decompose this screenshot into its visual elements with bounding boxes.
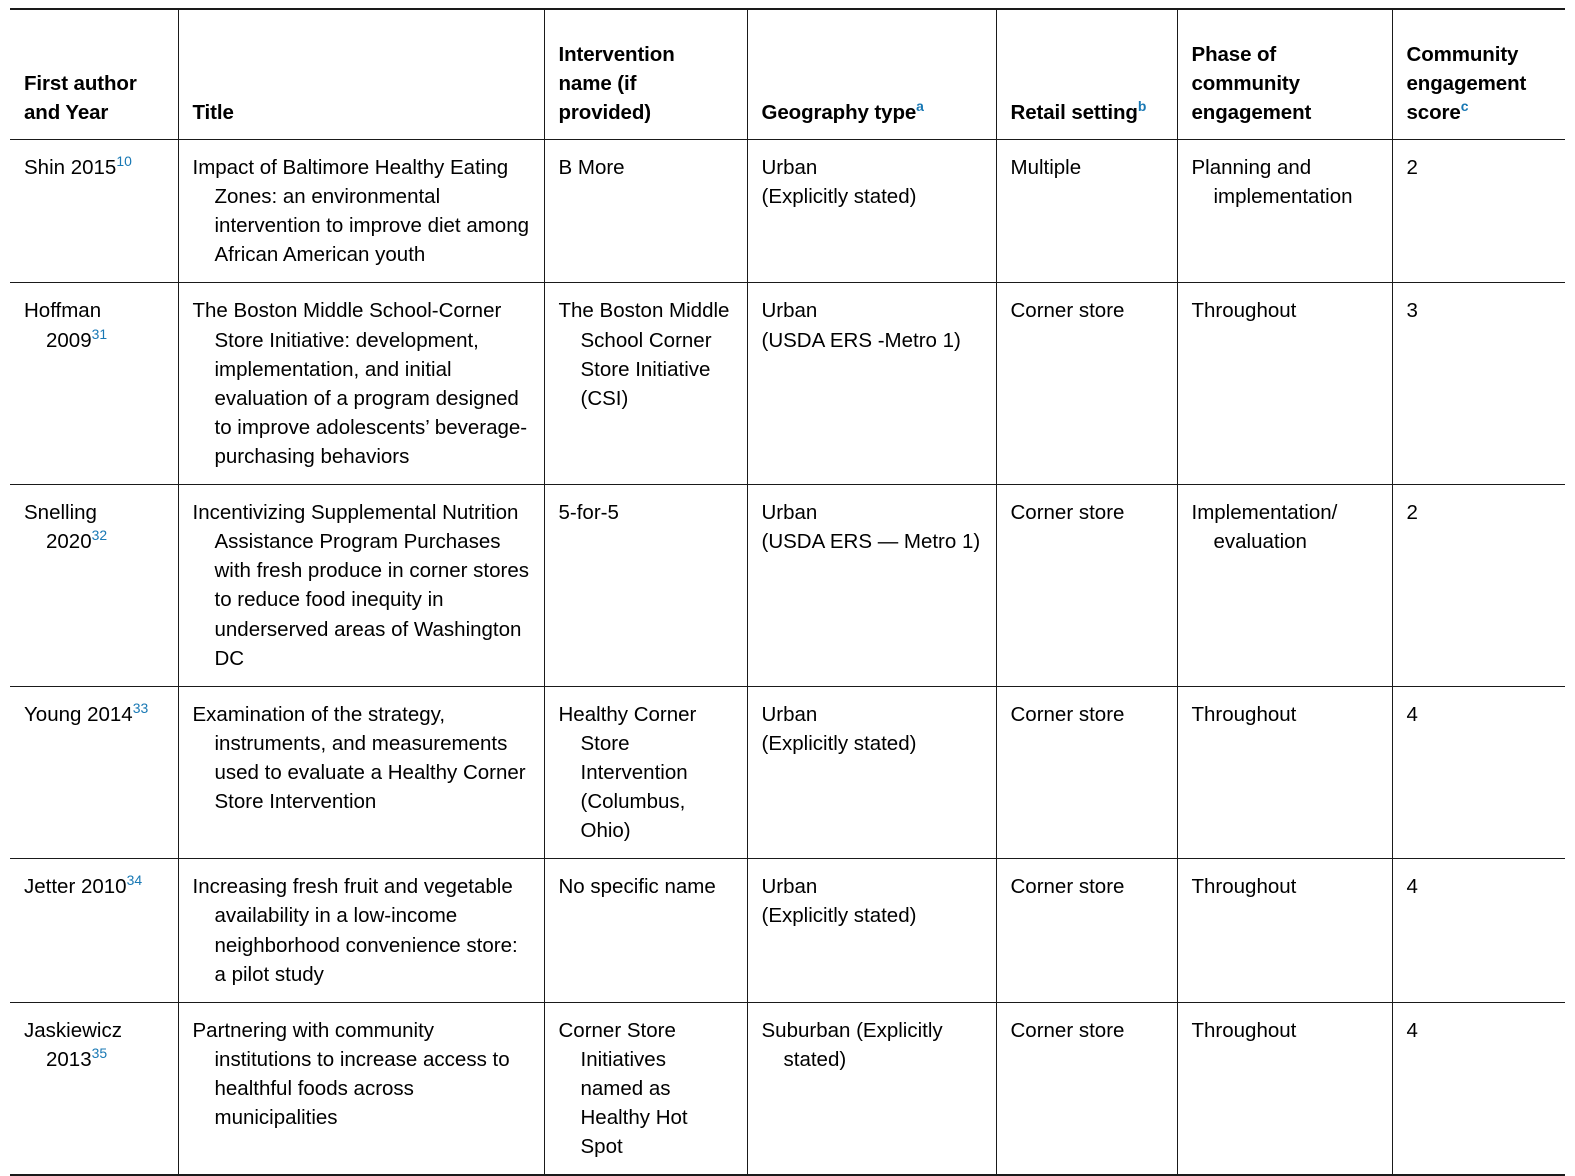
- column-header-label: Retail setting: [1010, 100, 1138, 124]
- reference-superscript: 35: [91, 1045, 108, 1062]
- column-header-label: Community engagement score: [1406, 42, 1527, 124]
- title-text: Incentivizing Supplemental Nutrition Assistance Program Purchases with fresh produce in corner stores to reduce food inequity in underserved areas of Washington DC: [192, 501, 529, 670]
- geography-type-main: Urban: [761, 156, 818, 179]
- cell-first-author-and-year: [10, 140, 178, 283]
- cell-first-author-and-year: [10, 1002, 178, 1175]
- cell-community-engagement-score: [1392, 1002, 1565, 1175]
- reference-superscript: 10: [116, 153, 132, 170]
- geography-type-detail: stated): [783, 1047, 847, 1071]
- cell-retail-setting: [996, 485, 1177, 687]
- title-text: Partnering with community institutions to increase access to healthful foods across municipalities: [192, 1018, 510, 1130]
- retail-setting-text: Corner store: [1010, 299, 1125, 323]
- geography-type-detail: (USDA ERS -Metro 1): [761, 328, 961, 352]
- reference-superscript: c: [1460, 98, 1469, 115]
- retail-setting-text: Corner store: [1010, 702, 1125, 726]
- column-header-label: Intervention name (if provided): [558, 42, 675, 124]
- geography-type-main: Urban: [761, 702, 818, 726]
- cell-phase-of-community-engagement: [1177, 485, 1392, 687]
- cell-intervention-name: [544, 485, 747, 687]
- table-row: [10, 859, 1565, 1002]
- table-row: [10, 1002, 1565, 1175]
- column-header-label: Geography type: [761, 100, 917, 124]
- retail-setting-text: Multiple: [1010, 156, 1082, 179]
- column-header-label: Title: [192, 100, 234, 124]
- cell-intervention-name: [544, 140, 747, 283]
- phase-of-community-engagement-text: Throughout: [1191, 875, 1297, 899]
- geography-type-main: Urban: [761, 875, 818, 899]
- community-engagement-score-value: 4: [1406, 875, 1418, 899]
- cell-geography-type: [747, 140, 996, 283]
- column-header-first-author-and-year: [10, 9, 178, 140]
- intervention-name-text: The Boston Middle School Corner Store Initiative (CSI): [558, 299, 730, 410]
- geography-type-main: Urban: [761, 501, 818, 525]
- geography-type-main: Urban: [761, 299, 818, 323]
- community-engagement-score-value: 2: [1406, 501, 1418, 525]
- cell-community-engagement-score: [1392, 140, 1565, 283]
- cell-title: [178, 485, 544, 687]
- study-table-container: [10, 8, 1565, 1176]
- column-header-label: Phase of community engagement: [1191, 42, 1312, 124]
- column-header-geography-type: [747, 9, 996, 140]
- table-header: [10, 9, 1565, 140]
- table-body: [10, 140, 1565, 1176]
- cell-community-engagement-score: [1392, 686, 1565, 859]
- cell-geography-type: [747, 283, 996, 485]
- cell-phase-of-community-engagement: [1177, 859, 1392, 1002]
- cell-phase-of-community-engagement: [1177, 140, 1392, 283]
- cell-first-author-and-year: [10, 859, 178, 1002]
- cell-first-author-and-year: [10, 485, 178, 687]
- title-text: Impact of Baltimore Healthy Eating Zones: an environmental intervention to improve diet among African American youth: [192, 156, 530, 267]
- intervention-name-text: No specific name: [558, 875, 716, 899]
- column-header-retail-setting: [996, 9, 1177, 140]
- intervention-name-text: Corner Store Initiatives named as Healthy Hot Spot: [558, 1018, 688, 1159]
- intervention-name-text: 5-for-5: [558, 501, 619, 525]
- geography-type-detail: (USDA ERS — Metro 1): [761, 530, 981, 554]
- column-header-intervention-name: [544, 9, 747, 140]
- phase-of-community-engagement-text: Implementation/ evaluation: [1191, 501, 1338, 554]
- table-row: [10, 686, 1565, 859]
- reference-superscript: 34: [126, 872, 143, 889]
- cell-phase-of-community-engagement: [1177, 283, 1392, 485]
- cell-retail-setting: [996, 686, 1177, 859]
- cell-intervention-name: [544, 283, 747, 485]
- author-year-text: Jetter 2010: [24, 875, 127, 899]
- column-header-phase-of-community-engagement: [1177, 9, 1392, 140]
- author-year-text: Young 2014: [24, 702, 133, 726]
- cell-title: [178, 283, 544, 485]
- cell-title: [178, 859, 544, 1002]
- table-row: [10, 283, 1565, 485]
- title-text: Examination of the strategy, instruments, and measurements used to evaluate a Healthy Corner Store Intervention: [192, 702, 526, 814]
- author-year-text: Jaskiewicz 2013: [24, 1018, 122, 1071]
- author-year-text: Snelling 2020: [24, 501, 97, 554]
- cell-intervention-name: [544, 686, 747, 859]
- cell-community-engagement-score: [1392, 485, 1565, 687]
- title-text: The Boston Middle School-Corner Store Initiative: development, implementation, and initial evaluation of a program designed to improve adolescents’ beverage-purchasing behaviors: [192, 299, 528, 468]
- retail-setting-text: Corner store: [1010, 875, 1125, 899]
- cell-retail-setting: [996, 140, 1177, 283]
- phase-of-community-engagement-text: Planning and implementation: [1191, 156, 1353, 209]
- reference-superscript: 32: [91, 527, 108, 544]
- phase-of-community-engagement-text: Throughout: [1191, 299, 1297, 323]
- cell-retail-setting: [996, 859, 1177, 1002]
- cell-intervention-name: [544, 859, 747, 1002]
- cell-first-author-and-year: [10, 686, 178, 859]
- geography-type-detail: (Explicitly stated): [761, 904, 917, 928]
- author-year-text: Hoffman 2009: [24, 299, 102, 352]
- study-characteristics-table: [10, 8, 1565, 1176]
- reference-superscript: 33: [132, 699, 149, 716]
- cell-geography-type: [747, 859, 996, 1002]
- community-engagement-score-value: 2: [1406, 156, 1418, 179]
- cell-community-engagement-score: [1392, 283, 1565, 485]
- intervention-name-text: B More: [558, 156, 625, 179]
- geography-type-detail: (Explicitly stated): [761, 185, 917, 209]
- column-header-label: First author and Year: [24, 71, 137, 124]
- phase-of-community-engagement-text: Throughout: [1191, 1018, 1297, 1042]
- cell-intervention-name: [544, 1002, 747, 1175]
- reference-superscript: b: [1137, 98, 1147, 115]
- table-row: [10, 140, 1565, 283]
- intervention-name-text: Healthy Corner Store Intervention (Columbus, Ohio): [558, 702, 697, 843]
- cell-title: [178, 686, 544, 859]
- cell-retail-setting: [996, 1002, 1177, 1175]
- title-text: Increasing fresh fruit and vegetable availability in a low-income neighborhood convenience store: a pilot study: [192, 875, 518, 986]
- geography-type-detail: (Explicitly stated): [761, 731, 917, 755]
- cell-title: [178, 140, 544, 283]
- phase-of-community-engagement-text: Throughout: [1191, 702, 1297, 726]
- cell-retail-setting: [996, 283, 1177, 485]
- header-row: [10, 9, 1565, 140]
- column-header-community-engagement-score: [1392, 9, 1565, 140]
- reference-superscript: a: [916, 98, 924, 115]
- cell-phase-of-community-engagement: [1177, 686, 1392, 859]
- table-row: [10, 485, 1565, 687]
- cell-community-engagement-score: [1392, 859, 1565, 1002]
- community-engagement-score-value: 4: [1406, 702, 1418, 726]
- cell-first-author-and-year: [10, 283, 178, 485]
- cell-phase-of-community-engagement: [1177, 1002, 1392, 1175]
- retail-setting-text: Corner store: [1010, 501, 1125, 525]
- retail-setting-text: Corner store: [1010, 1018, 1125, 1042]
- geography-type-main: Suburban (Explicitly: [761, 1018, 943, 1042]
- cell-geography-type: [747, 1002, 996, 1175]
- community-engagement-score-value: 4: [1406, 1018, 1418, 1042]
- reference-superscript: 31: [91, 325, 108, 342]
- community-engagement-score-value: 3: [1406, 299, 1418, 323]
- cell-title: [178, 1002, 544, 1175]
- cell-geography-type: [747, 686, 996, 859]
- cell-geography-type: [747, 485, 996, 687]
- column-header-title: [178, 9, 544, 140]
- author-year-text: Shin 2015: [24, 156, 117, 179]
